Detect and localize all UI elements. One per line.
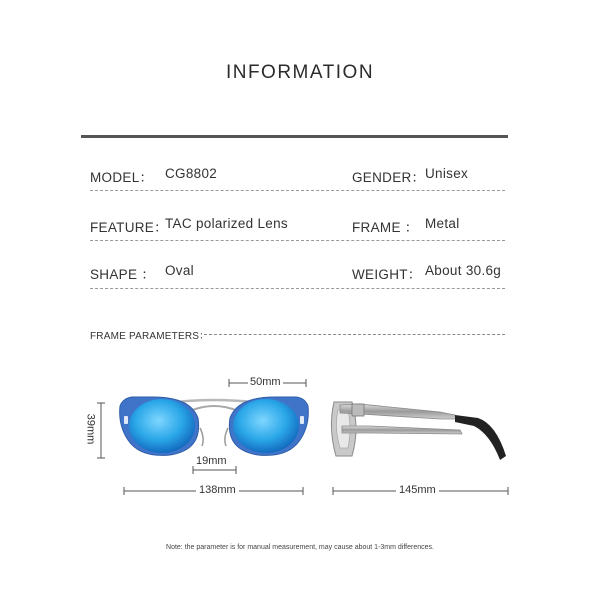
lens-width-label: 50mm <box>250 376 281 388</box>
bridge-dimension <box>193 466 236 474</box>
temple-length-label: 145mm <box>396 484 439 496</box>
lens-height-label: 39mm <box>84 413 97 445</box>
frame-value: Metal <box>425 216 460 231</box>
frame-parameters-label: FRAME PARAMETERS： <box>90 331 210 342</box>
weight-label: WEIGHT： <box>352 267 422 282</box>
model-label: MODEL： <box>90 170 154 185</box>
weight-value: About 30.6g <box>425 263 502 278</box>
bridge-label: 19mm <box>196 455 227 467</box>
frame-width-label: 138mm <box>196 484 239 496</box>
gender-label: GENDER： <box>352 170 426 185</box>
shape-label: SHAPE ： <box>90 267 156 282</box>
frame-label: FRAME ： <box>352 220 419 235</box>
model-value: CG8802 <box>165 166 218 181</box>
lens-height-dimension <box>97 403 105 458</box>
page-title: INFORMATION <box>225 62 375 83</box>
feature-value: TAC polarized Lens <box>165 216 288 231</box>
measurement-note: Note: the parameter is for manual measurement, may cause about 1-3mm differences. <box>166 544 434 551</box>
glasses-side-view <box>331 402 506 460</box>
gender-value: Unisex <box>425 166 469 181</box>
shape-value: Oval <box>165 263 194 278</box>
feature-label: FEATURE： <box>90 220 168 235</box>
glasses-front-view <box>120 397 309 455</box>
